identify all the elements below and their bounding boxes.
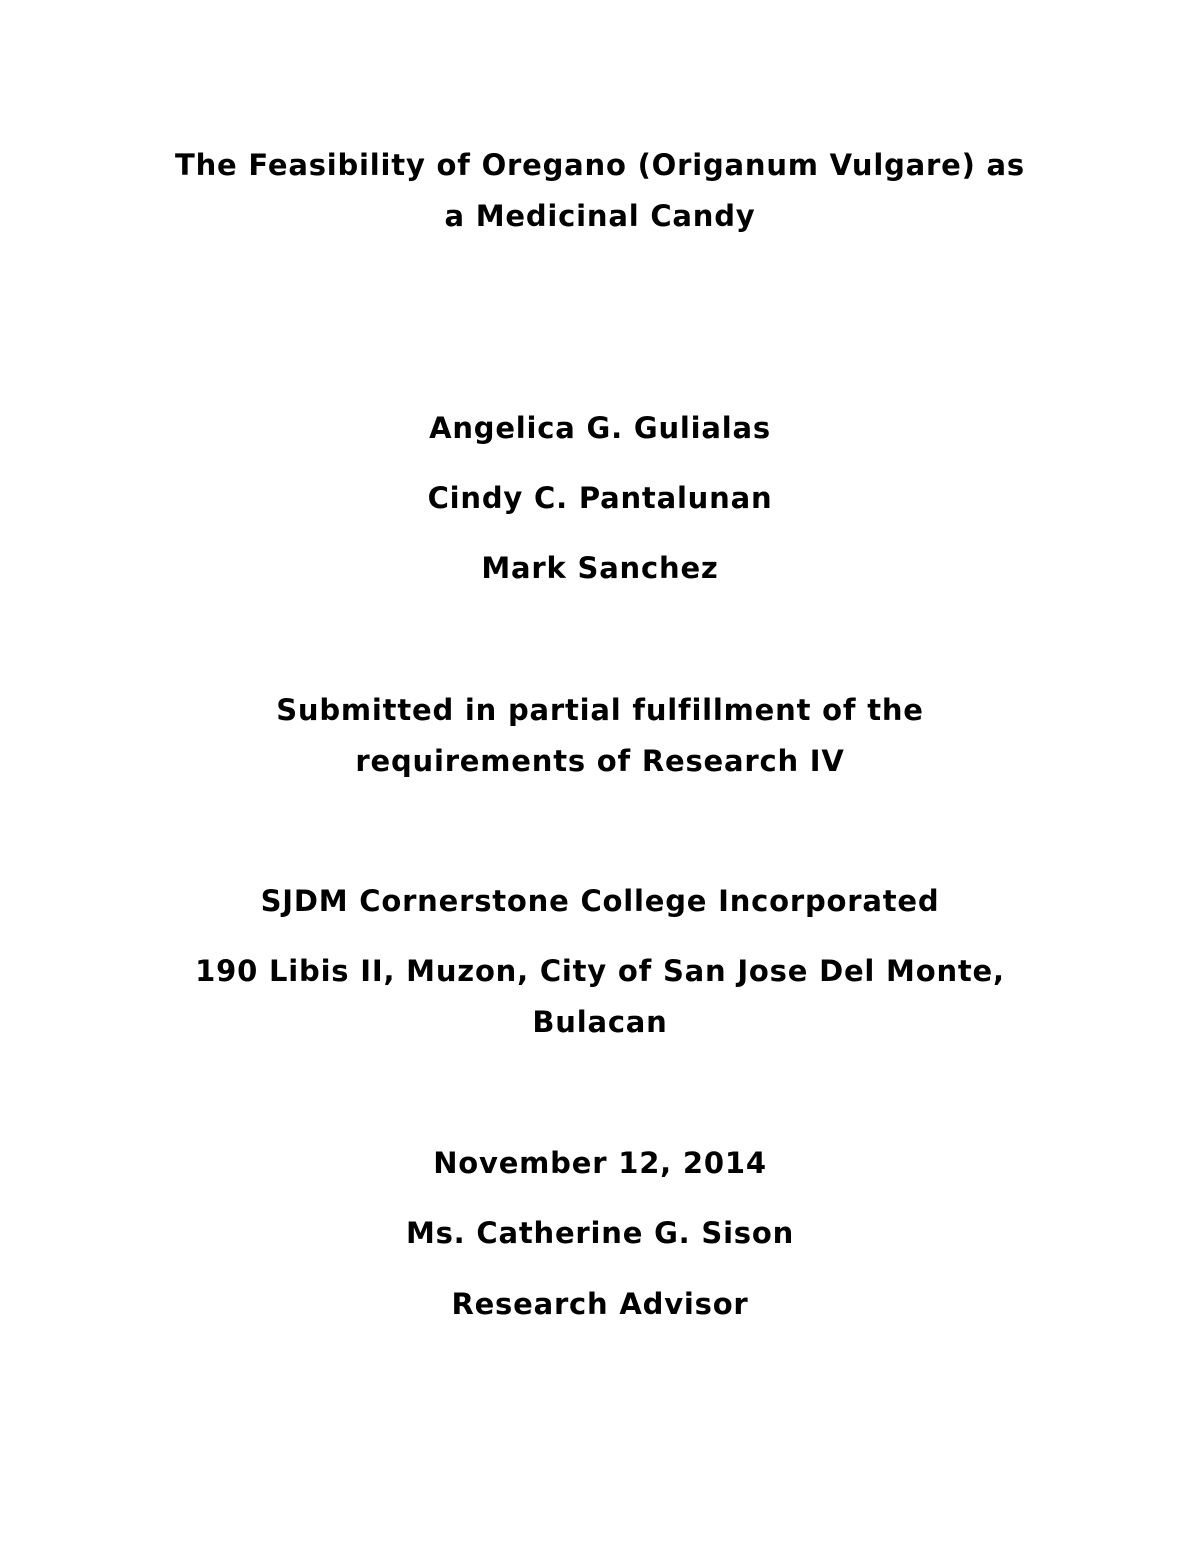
submission-date: November 12, 2014 bbox=[433, 1146, 767, 1180]
submission-line-1: Submitted in partial fulfillment of the bbox=[276, 693, 924, 727]
adviser-role: Research Advisor bbox=[451, 1287, 749, 1321]
submission-line-2: requirements of Research IV bbox=[355, 744, 845, 778]
author-3: Mark Sanchez bbox=[481, 551, 719, 585]
title-line-2: a Medicinal Candy bbox=[444, 199, 756, 233]
adviser-name: Ms. Catherine G. Sison bbox=[405, 1216, 795, 1250]
author-2: Cindy C. Pantalunan bbox=[427, 481, 773, 515]
address-line-2: Bulacan bbox=[532, 1005, 668, 1039]
title-line-1: The Feasibility of Oregano (Origanum Vulgare) as bbox=[175, 148, 1025, 182]
author-1: Angelica G. Gulialas bbox=[429, 411, 771, 445]
institution-name: SJDM Cornerstone College Incorporated bbox=[260, 884, 940, 918]
address-line-1: 190 Libis II, Muzon, City of San Jose Del Monte, bbox=[195, 954, 1005, 988]
